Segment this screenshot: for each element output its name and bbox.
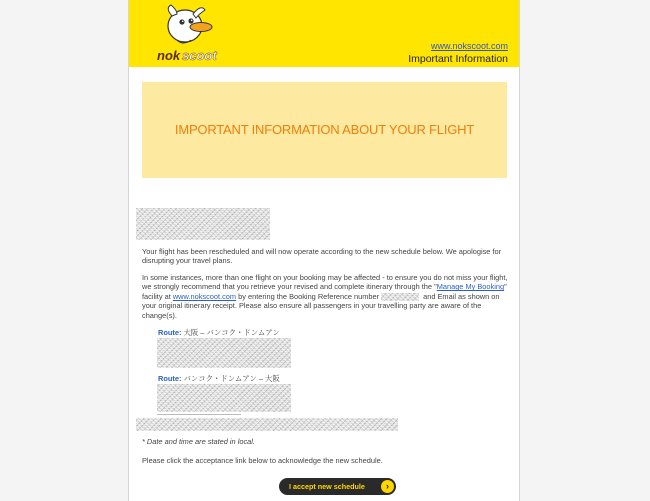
redacted-route-1-details — [157, 338, 291, 368]
accept-button-label: I accept new schedule — [289, 482, 365, 491]
route-2-value: バンコク・ドンムアン – 大阪 — [183, 374, 280, 383]
header-subtitle: Important Information — [408, 53, 508, 65]
title-banner — [142, 82, 507, 178]
redacted-route-2-details — [157, 384, 291, 412]
banner-title: IMPORTANT INFORMATION ABOUT YOUR FLIGHT — [174, 122, 475, 137]
redacted-notice — [136, 418, 398, 431]
email-header — [129, 0, 519, 67]
chevron-right-icon: › — [381, 480, 394, 493]
advice-text-2: " facility at — [142, 282, 507, 301]
advice-text-3: by entering the Booking Reference number — [236, 291, 380, 301]
redacted-booking-ref — [381, 293, 419, 301]
nokscoot-logo — [155, 2, 255, 64]
acknowledge-text: Please click the acceptance link below to acknowledge the new schedule. — [142, 456, 383, 465]
route-1-label: Route: — [158, 328, 182, 337]
route-2 — [158, 373, 280, 384]
route-divider — [157, 414, 241, 415]
footnote: * Date and time are stated in local. — [142, 437, 255, 446]
email-body — [128, 0, 520, 501]
advice-paragraph — [142, 273, 512, 320]
advice-text-4: and Email as shown on your original itinerary receipt. Please also ensure all passengers in your travelling party are aware of the change(s). — [142, 291, 500, 320]
redacted-greeting — [136, 208, 270, 240]
svg-text:nok: nok — [157, 48, 181, 63]
nokscoot-inline-link[interactable]: www.nokscoot.com — [172, 291, 237, 301]
route-2-label: Route: — [158, 374, 182, 383]
svg-text:scoot: scoot — [182, 48, 217, 63]
route-1 — [158, 327, 280, 338]
intro-paragraph: Your flight has been rescheduled and will now operate according to the new schedule below. We apologise for disrupting your travel plans. — [142, 247, 502, 266]
route-1-value: 大阪 – バンコク・ドンムアン — [183, 328, 280, 337]
website-link[interactable]: www.nokscoot.com — [430, 41, 508, 51]
accept-schedule-button[interactable] — [279, 478, 396, 495]
advice-text-1: In some instances, more than one flight on your booking may be affected - to ensure you do not miss your flight, we strongly recommend that you retrieve your revised and complete itinerary through the " — [142, 273, 508, 292]
manage-my-booking-link[interactable]: Manage My Booking — [436, 282, 505, 292]
